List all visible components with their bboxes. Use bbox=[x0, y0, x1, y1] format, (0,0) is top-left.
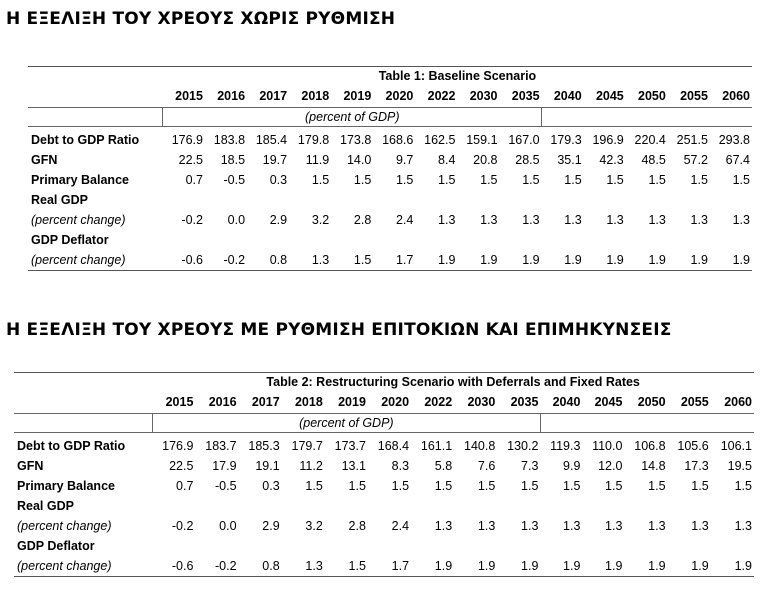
year-header: 2035 bbox=[511, 89, 540, 103]
unit-spacer bbox=[28, 108, 163, 127]
empty-cell bbox=[626, 190, 668, 210]
empty-cell bbox=[711, 496, 754, 516]
row-sublabel: (percent change) bbox=[31, 213, 126, 227]
value-cell: -0.6 bbox=[163, 250, 205, 271]
value-cell: 1.5 bbox=[563, 479, 581, 493]
value-cell: 0.0 bbox=[219, 519, 237, 533]
unit-spacer bbox=[582, 414, 624, 433]
value-cell: 1.3 bbox=[480, 213, 498, 227]
value-cell: 48.5 bbox=[641, 153, 666, 167]
year-header: 2050 bbox=[638, 89, 666, 103]
empty-cell bbox=[454, 536, 497, 556]
value-cell: 1.5 bbox=[331, 250, 373, 271]
value-cell: 57.2 bbox=[683, 153, 708, 167]
year-header: 2030 bbox=[467, 395, 496, 409]
value-cell: 19.5 bbox=[727, 459, 752, 473]
value-cell: 2.9 bbox=[269, 213, 288, 227]
year-header-spacer bbox=[14, 391, 152, 414]
value-cell: 168.4 bbox=[377, 439, 410, 453]
value-cell: 1.5 bbox=[438, 173, 456, 187]
value-cell: 1.9 bbox=[668, 556, 711, 577]
value-cell: 196.9 bbox=[592, 133, 624, 147]
value-cell: 183.7 bbox=[205, 439, 237, 453]
table-row bbox=[14, 556, 754, 577]
unit-row bbox=[28, 108, 752, 127]
value-cell: 0.0 bbox=[227, 213, 246, 227]
value-cell: 1.9 bbox=[540, 556, 582, 577]
value-cell: 1.9 bbox=[542, 250, 584, 271]
value-cell: 42.3 bbox=[599, 153, 624, 167]
value-cell: 110.0 bbox=[592, 439, 623, 453]
year-header: 2016 bbox=[208, 395, 237, 409]
value-cell: 1.3 bbox=[734, 519, 752, 533]
value-cell: 28.5 bbox=[515, 153, 540, 167]
table-row bbox=[14, 476, 754, 496]
value-cell: 14.8 bbox=[641, 459, 666, 473]
value-cell: 0.3 bbox=[262, 479, 280, 493]
empty-cell bbox=[415, 230, 457, 250]
year-header: 2018 bbox=[294, 395, 323, 409]
value-cell: 1.3 bbox=[648, 519, 666, 533]
value-cell: 2.8 bbox=[348, 519, 366, 533]
value-cell: 35.1 bbox=[557, 153, 582, 167]
value-cell: 220.4 bbox=[634, 133, 666, 147]
year-header: 2020 bbox=[385, 89, 414, 103]
value-cell: 1.5 bbox=[648, 479, 666, 493]
unit-spacer bbox=[624, 414, 667, 433]
value-cell: 1.5 bbox=[690, 173, 708, 187]
value-cell: 2.8 bbox=[353, 213, 372, 227]
value-cell: 1.9 bbox=[582, 556, 624, 577]
value-cell: 106.8 bbox=[634, 439, 666, 453]
value-cell: 9.9 bbox=[563, 459, 581, 473]
value-cell: 167.0 bbox=[508, 133, 540, 147]
table-baseline-scenario bbox=[28, 66, 752, 271]
unit-spacer bbox=[542, 108, 584, 127]
value-cell: 119.3 bbox=[550, 439, 581, 453]
year-header: 2015 bbox=[175, 89, 203, 103]
value-cell: 173.7 bbox=[334, 439, 366, 453]
value-cell: 1.3 bbox=[691, 519, 709, 533]
row-label bbox=[28, 190, 752, 210]
value-cell: 1.9 bbox=[624, 556, 667, 577]
unit-spacer bbox=[626, 108, 668, 127]
year-header-row bbox=[28, 85, 752, 108]
value-cell: 293.8 bbox=[718, 133, 750, 147]
value-cell: -0.2 bbox=[171, 519, 194, 533]
value-cell: 1.3 bbox=[282, 556, 325, 577]
value-cell: 1.9 bbox=[711, 556, 754, 577]
value-cell: 7.6 bbox=[477, 459, 496, 473]
value-cell: 185.3 bbox=[248, 439, 280, 453]
value-cell: 1.7 bbox=[368, 556, 411, 577]
value-cell: 1.3 bbox=[434, 519, 453, 533]
value-cell: 1.5 bbox=[434, 479, 453, 493]
value-cell: 1.5 bbox=[564, 173, 582, 187]
empty-cell bbox=[668, 536, 711, 556]
empty-cell bbox=[247, 230, 289, 250]
year-header: 2016 bbox=[217, 89, 246, 103]
row-label-text: Debt to GDP Ratio bbox=[31, 133, 140, 147]
empty-cell bbox=[668, 190, 710, 210]
value-cell: 11.2 bbox=[299, 459, 323, 473]
value-cell: 179.3 bbox=[550, 133, 582, 147]
empty-cell bbox=[163, 190, 205, 210]
value-cell: 1.3 bbox=[732, 213, 750, 227]
table-restructuring-scenario bbox=[14, 372, 754, 577]
empty-cell bbox=[540, 496, 582, 516]
table-title: Table 1: Baseline Scenario bbox=[163, 67, 752, 86]
empty-cell bbox=[411, 536, 454, 556]
value-cell: 1.9 bbox=[584, 250, 626, 271]
year-header: 2017 bbox=[259, 89, 288, 103]
empty-cell bbox=[457, 230, 499, 250]
empty-cell bbox=[415, 190, 457, 210]
value-cell: 7.3 bbox=[521, 459, 539, 473]
value-cell: 176.9 bbox=[162, 439, 194, 453]
value-cell: 18.5 bbox=[220, 153, 246, 167]
table-row bbox=[28, 150, 752, 170]
value-cell: 5.8 bbox=[434, 459, 453, 473]
value-cell: 12.0 bbox=[598, 459, 623, 473]
value-cell: 1.9 bbox=[457, 250, 499, 271]
empty-cell bbox=[368, 496, 411, 516]
value-cell: 1.9 bbox=[668, 250, 710, 271]
row-sublabel: (percent change) bbox=[17, 519, 112, 533]
year-header: 2022 bbox=[424, 395, 453, 409]
value-cell: 1.3 bbox=[606, 213, 624, 227]
value-cell: 1.5 bbox=[305, 479, 323, 493]
empty-cell bbox=[457, 190, 499, 210]
table-title: Table 2: Restructuring Scenario with Deferrals and Fixed Rates bbox=[152, 373, 754, 392]
empty-cell bbox=[205, 190, 247, 210]
unit-spacer bbox=[668, 108, 710, 127]
year-header: 2035 bbox=[510, 395, 539, 409]
unit-spacer bbox=[710, 108, 752, 127]
value-cell: 161.1 bbox=[420, 439, 453, 453]
value-cell: 1.5 bbox=[522, 173, 540, 187]
value-cell: 106.1 bbox=[720, 439, 752, 453]
row-label-text: GDP Deflator bbox=[17, 539, 95, 553]
empty-cell bbox=[710, 190, 752, 210]
empty-cell bbox=[584, 230, 626, 250]
unit-label: (percent of GDP) bbox=[152, 414, 540, 433]
row-label-text: Primary Balance bbox=[17, 479, 115, 493]
value-cell: -0.2 bbox=[181, 213, 203, 227]
value-cell: 17.3 bbox=[684, 459, 709, 473]
year-header: 2060 bbox=[724, 395, 752, 409]
empty-cell bbox=[331, 230, 373, 250]
value-cell: 1.9 bbox=[497, 556, 540, 577]
value-cell: 1.3 bbox=[605, 519, 623, 533]
empty-cell bbox=[239, 496, 282, 516]
value-cell: 9.7 bbox=[395, 153, 414, 167]
value-cell: 2.9 bbox=[262, 519, 280, 533]
year-header: 2019 bbox=[343, 89, 372, 103]
value-cell: 179.7 bbox=[291, 439, 323, 453]
empty-cell bbox=[626, 230, 668, 250]
row-label-text: Real GDP bbox=[31, 193, 88, 207]
value-cell: 159.1 bbox=[466, 133, 498, 147]
row-label-text: GDP Deflator bbox=[31, 233, 109, 247]
value-cell: 1.5 bbox=[521, 479, 539, 493]
year-header: 2060 bbox=[722, 89, 750, 103]
value-cell: 173.8 bbox=[340, 133, 372, 147]
value-cell: 1.5 bbox=[606, 173, 624, 187]
value-cell: 67.4 bbox=[725, 153, 750, 167]
value-cell: 183.8 bbox=[213, 133, 246, 147]
value-cell: 8.3 bbox=[391, 459, 410, 473]
value-cell: 1.9 bbox=[500, 250, 542, 271]
year-header: 2019 bbox=[338, 395, 366, 409]
value-cell: 17.9 bbox=[212, 459, 237, 473]
row-label-text: Real GDP bbox=[17, 499, 74, 513]
table-title-row bbox=[14, 373, 754, 392]
empty-cell bbox=[582, 536, 624, 556]
empty-cell bbox=[325, 496, 368, 516]
row-label-text: Primary Balance bbox=[31, 173, 129, 187]
empty-cell bbox=[668, 230, 710, 250]
year-header-row bbox=[14, 391, 754, 414]
value-cell: 1.3 bbox=[438, 213, 456, 227]
value-cell: 1.9 bbox=[454, 556, 497, 577]
value-cell: 1.3 bbox=[522, 213, 540, 227]
value-cell: 1.5 bbox=[353, 173, 372, 187]
value-cell: 19.7 bbox=[262, 153, 288, 167]
empty-cell bbox=[282, 496, 325, 516]
value-cell: 1.5 bbox=[734, 479, 752, 493]
value-cell: 0.7 bbox=[185, 173, 203, 187]
row-label-text: Debt to GDP Ratio bbox=[17, 439, 126, 453]
empty-cell bbox=[195, 496, 238, 516]
value-cell: 168.6 bbox=[382, 133, 414, 147]
table-title-spacer bbox=[14, 373, 152, 392]
empty-cell bbox=[152, 496, 195, 516]
unit-spacer bbox=[540, 414, 582, 433]
value-cell: -0.6 bbox=[152, 556, 195, 577]
empty-cell bbox=[205, 230, 247, 250]
value-cell: 2.4 bbox=[391, 519, 410, 533]
empty-cell bbox=[325, 536, 368, 556]
year-header: 2018 bbox=[301, 89, 330, 103]
value-cell: 1.9 bbox=[411, 556, 454, 577]
value-cell: 22.5 bbox=[169, 459, 194, 473]
year-header: 2040 bbox=[552, 395, 581, 409]
empty-cell bbox=[710, 230, 752, 250]
year-header: 2020 bbox=[381, 395, 410, 409]
row-label-text: GFN bbox=[31, 153, 58, 167]
unit-spacer bbox=[711, 414, 754, 433]
value-cell: 1.5 bbox=[311, 173, 330, 187]
year-header: 2015 bbox=[165, 395, 194, 409]
unit-label: (percent of GDP) bbox=[163, 108, 542, 127]
year-header: 2017 bbox=[251, 395, 280, 409]
empty-cell bbox=[152, 536, 195, 556]
value-cell: 1.3 bbox=[648, 213, 666, 227]
empty-cell bbox=[247, 190, 289, 210]
empty-cell bbox=[331, 190, 373, 210]
value-cell: 1.3 bbox=[477, 519, 496, 533]
value-cell: 1.3 bbox=[289, 250, 331, 271]
empty-cell bbox=[542, 190, 584, 210]
value-cell: 8.4 bbox=[438, 153, 456, 167]
value-cell: 13.1 bbox=[341, 459, 366, 473]
value-cell: 1.9 bbox=[710, 250, 752, 271]
empty-cell bbox=[711, 536, 754, 556]
value-cell: 3.2 bbox=[305, 519, 323, 533]
year-header: 2030 bbox=[469, 89, 498, 103]
empty-cell bbox=[500, 190, 542, 210]
year-header: 2050 bbox=[637, 395, 666, 409]
year-header: 2055 bbox=[680, 89, 708, 103]
heading-restructuring: Η ΕΞΕΛΙΞΗ ΤΟΥ ΧΡΕΟΥΣ ΜΕ ΡΥΘΜΙΣΗ ΕΠΙΤΟΚΙΩΝ ΚΑΙ ΕΠΙΜΗΚΥΝΣΕΙΣ bbox=[6, 320, 672, 340]
empty-cell bbox=[289, 190, 331, 210]
value-cell: 2.4 bbox=[395, 213, 414, 227]
value-cell: 1.5 bbox=[605, 479, 623, 493]
value-cell: 1.5 bbox=[325, 556, 368, 577]
value-cell: 1.5 bbox=[648, 173, 666, 187]
value-cell: 162.5 bbox=[424, 133, 456, 147]
value-cell: 179.8 bbox=[297, 133, 330, 147]
value-cell: 19.1 bbox=[255, 459, 280, 473]
table-row bbox=[28, 210, 752, 230]
value-cell: 1.3 bbox=[690, 213, 708, 227]
empty-cell bbox=[195, 536, 238, 556]
empty-cell bbox=[497, 496, 540, 516]
empty-cell bbox=[542, 230, 584, 250]
value-cell: 1.3 bbox=[564, 213, 582, 227]
empty-cell bbox=[411, 496, 454, 516]
value-cell: 20.8 bbox=[473, 153, 498, 167]
value-cell: 22.5 bbox=[178, 153, 203, 167]
empty-cell bbox=[497, 536, 540, 556]
value-cell: 11.9 bbox=[305, 153, 330, 167]
value-cell: 0.8 bbox=[239, 556, 282, 577]
empty-cell bbox=[282, 536, 325, 556]
row-sublabel: (percent change) bbox=[14, 556, 152, 577]
value-cell: 1.5 bbox=[477, 479, 496, 493]
empty-cell bbox=[584, 190, 626, 210]
table-title-row bbox=[28, 67, 752, 86]
unit-spacer bbox=[668, 414, 711, 433]
empty-cell bbox=[582, 496, 624, 516]
year-header: 2040 bbox=[553, 89, 582, 103]
value-cell: 0.7 bbox=[176, 479, 194, 493]
value-cell: 1.5 bbox=[732, 173, 750, 187]
value-cell: 251.5 bbox=[676, 133, 708, 147]
value-cell: 185.4 bbox=[255, 133, 288, 147]
empty-cell bbox=[540, 536, 582, 556]
empty-cell bbox=[289, 230, 331, 250]
value-cell: 3.2 bbox=[311, 213, 330, 227]
row-label bbox=[28, 230, 752, 250]
table-row bbox=[28, 250, 752, 271]
value-cell: 1.5 bbox=[348, 479, 366, 493]
unit-row bbox=[14, 414, 754, 433]
value-cell: 1.3 bbox=[521, 519, 539, 533]
empty-cell bbox=[368, 536, 411, 556]
value-cell: 140.8 bbox=[464, 439, 496, 453]
table-row bbox=[28, 127, 752, 151]
table-row bbox=[14, 516, 754, 536]
value-cell: 176.9 bbox=[171, 133, 203, 147]
year-header: 2055 bbox=[680, 395, 709, 409]
table-row bbox=[14, 456, 754, 476]
value-cell: 0.3 bbox=[269, 173, 288, 187]
value-cell: -0.2 bbox=[205, 250, 247, 271]
row-label bbox=[14, 536, 754, 556]
year-header: 2045 bbox=[594, 395, 623, 409]
table-title-spacer bbox=[28, 67, 163, 86]
empty-cell bbox=[500, 230, 542, 250]
value-cell: 0.8 bbox=[247, 250, 289, 271]
value-cell: 14.0 bbox=[346, 153, 372, 167]
value-cell: 1.5 bbox=[480, 173, 498, 187]
value-cell: 1.3 bbox=[563, 519, 581, 533]
value-cell: 1.9 bbox=[415, 250, 457, 271]
value-cell: 1.9 bbox=[626, 250, 668, 271]
value-cell: -0.5 bbox=[215, 479, 237, 493]
table-row bbox=[28, 170, 752, 190]
value-cell: 105.6 bbox=[677, 439, 709, 453]
year-header: 2022 bbox=[427, 89, 456, 103]
row-sublabel: (percent change) bbox=[28, 250, 163, 271]
heading-baseline: Η ΕΞΕΛΙΞΗ ΤΟΥ ΧΡΕΟΥΣ ΧΩΡΙΣ ΡΥΘΜΙΣΗ bbox=[6, 9, 396, 29]
value-cell: 1.5 bbox=[691, 479, 709, 493]
row-label bbox=[14, 496, 754, 516]
empty-cell bbox=[668, 496, 711, 516]
unit-spacer bbox=[14, 414, 152, 433]
value-cell: 1.5 bbox=[395, 173, 414, 187]
table-row bbox=[14, 433, 754, 457]
empty-cell bbox=[373, 230, 415, 250]
empty-cell bbox=[239, 536, 282, 556]
empty-cell bbox=[624, 536, 667, 556]
year-header: 2045 bbox=[595, 89, 624, 103]
value-cell: -0.2 bbox=[195, 556, 238, 577]
empty-cell bbox=[454, 496, 497, 516]
value-cell: 1.5 bbox=[391, 479, 410, 493]
value-cell: 130.2 bbox=[507, 439, 539, 453]
unit-spacer bbox=[584, 108, 626, 127]
year-header-spacer bbox=[28, 85, 163, 108]
empty-cell bbox=[163, 230, 205, 250]
value-cell: -0.5 bbox=[223, 173, 246, 187]
empty-cell bbox=[624, 496, 667, 516]
empty-cell bbox=[373, 190, 415, 210]
row-label-text: GFN bbox=[17, 459, 44, 473]
value-cell: 1.7 bbox=[373, 250, 415, 271]
